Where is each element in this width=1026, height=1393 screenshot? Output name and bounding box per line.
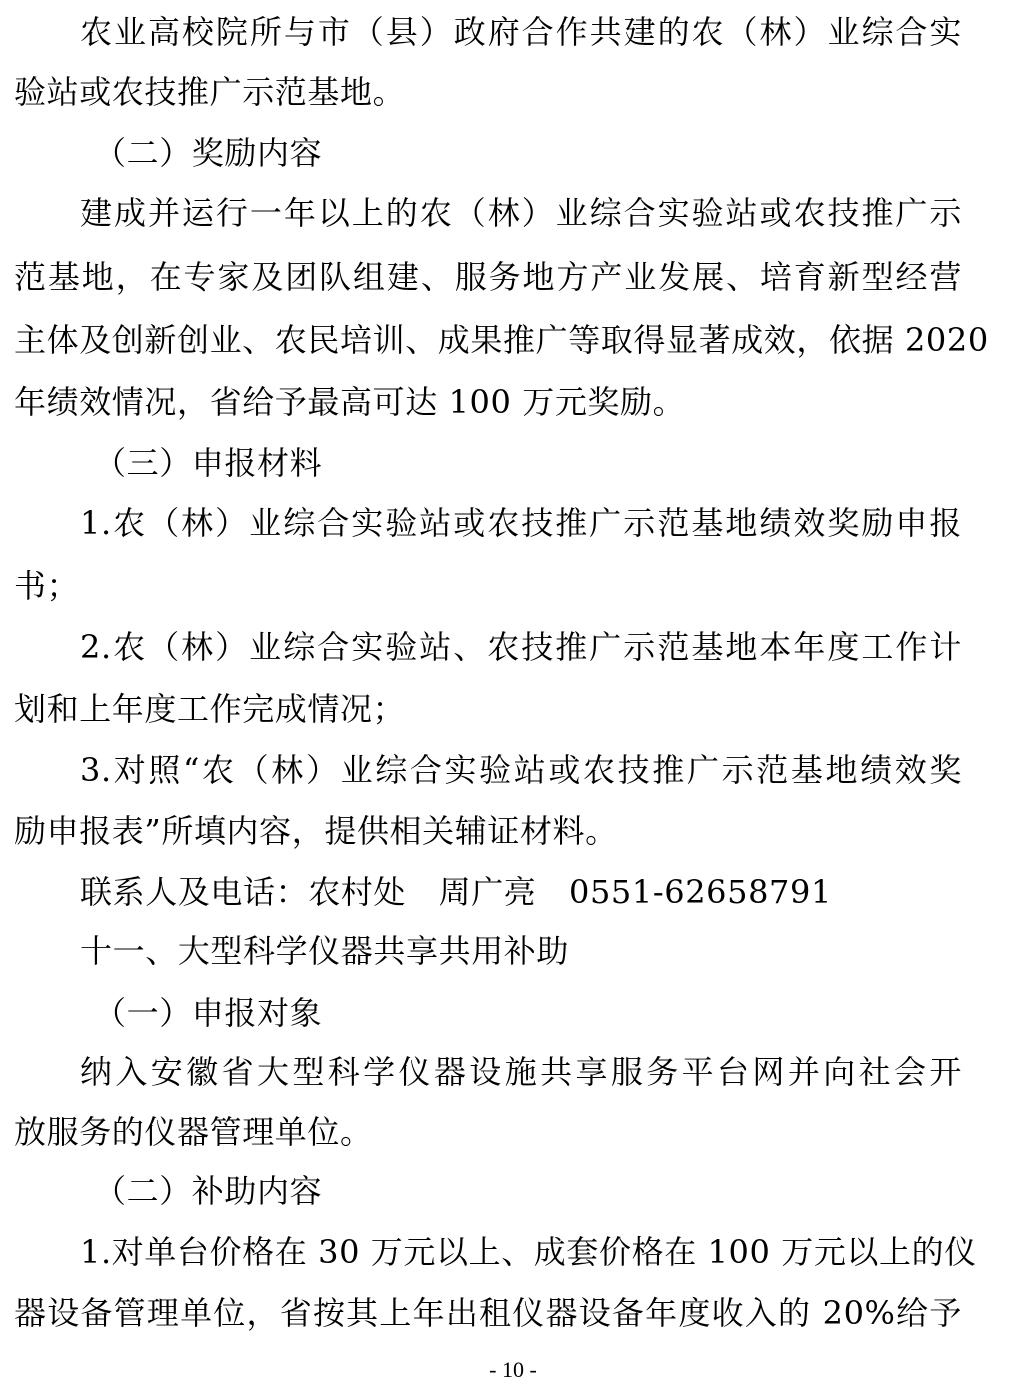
list-item-line: 2.农（林）业综合实验站、农技推广示范基地本年度工作计 xyxy=(80,628,962,666)
contact-line: 联系人及电话：农村处 周广亮 0551-62658791 xyxy=(80,873,832,911)
list-item-line: 器设备管理单位，省按其上年出租仪器设备年度收入的 20%给予 xyxy=(14,1294,962,1332)
paragraph-line: 年绩效情况，省给予最高可达 100 万元奖励。 xyxy=(14,383,686,421)
list-item-line: 划和上年度工作完成情况； xyxy=(14,690,406,728)
paragraph-line: 范基地，在专家及团队组建、服务地方产业发展、培育新型经营 xyxy=(14,258,962,296)
page-number: - 10 - xyxy=(489,1357,537,1382)
section-heading: （二）补助内容 xyxy=(94,1172,323,1210)
list-item-line: 3.对照“农（林）业综合实验站或农技推广示范基地绩效奖 xyxy=(80,751,962,789)
paragraph-line: 纳入安徽省大型科学仪器设施共享服务平台网并向社会开 xyxy=(80,1053,962,1091)
paragraph-line: 主体及创新创业、农民培训、成果推广等取得显著成效，依据 2020 xyxy=(14,321,989,359)
section-heading: （二）奖励内容 xyxy=(94,134,323,172)
paragraph-line: 农业高校院所与市（县）政府合作共建的农（林）业综合实 xyxy=(80,13,962,51)
list-item-line: 1.对单台价格在 30 万元以上、成套价格在 100 万元以上的仪 xyxy=(80,1233,977,1271)
section-title: 十一、大型科学仪器共享共用补助 xyxy=(80,932,570,970)
paragraph-line: 放服务的仪器管理单位。 xyxy=(14,1113,373,1151)
section-heading: （一）申报对象 xyxy=(94,994,323,1032)
list-item-line: 1.农（林）业综合实验站或农技推广示范基地绩效奖励申报 xyxy=(80,504,962,542)
list-item-line: 励申报表”所填内容，提供相关辅证材料。 xyxy=(14,812,618,850)
paragraph-line: 建成并运行一年以上的农（林）业综合实验站或农技推广示 xyxy=(80,194,962,232)
section-heading: （三）申报材料 xyxy=(94,444,323,482)
list-item-line: 书； xyxy=(14,567,80,605)
paragraph-line: 验站或农技推广示范基地。 xyxy=(14,73,406,111)
